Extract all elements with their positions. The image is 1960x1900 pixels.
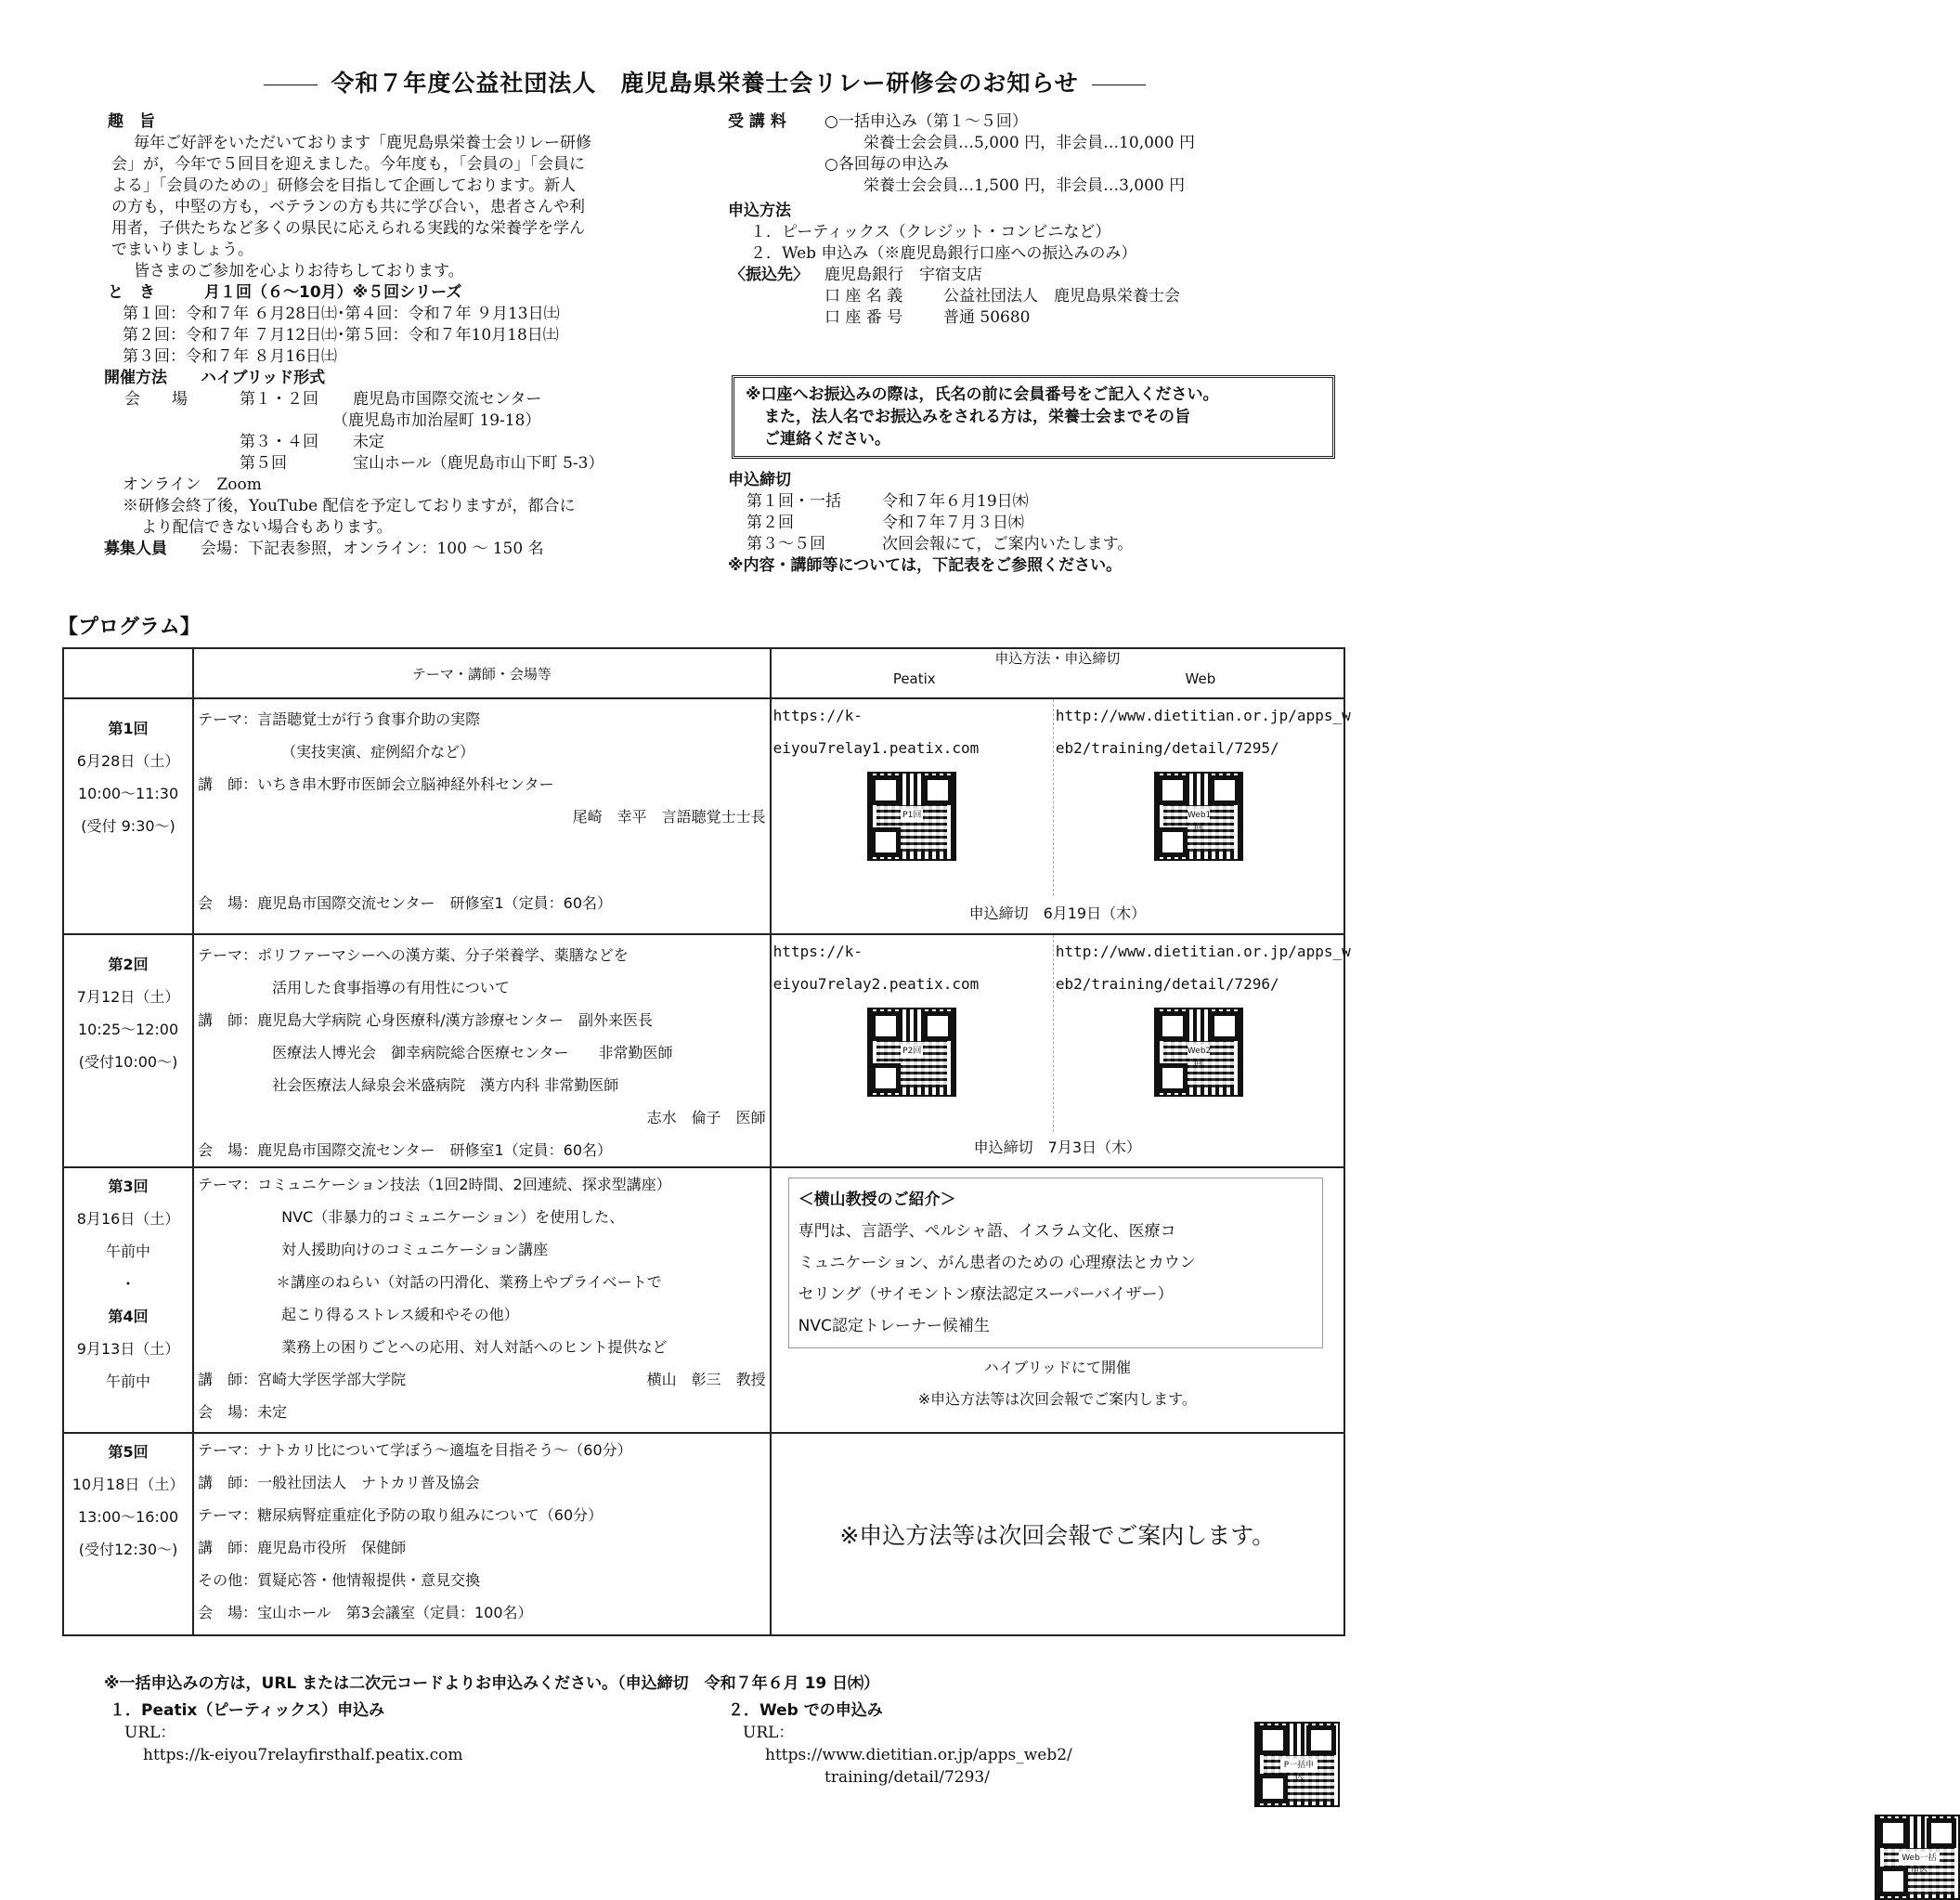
- fee-section: [728, 111, 1322, 329]
- notice-line: ご連絡ください。: [764, 430, 890, 449]
- method-heading: 開催方法: [104, 369, 167, 387]
- fee-line: 栄養士会会員…1,500 円，非会員…3,000 円: [863, 176, 1186, 195]
- notice-line: ※口座へお振込みの際は，氏名の前に会員番号をご記入ください。: [746, 385, 1219, 404]
- venue-row: 第５回 宝山ホール（鹿児島市山下町 5-3）: [240, 454, 604, 473]
- table-row: 第2回 7月12日（土） 10:25～12:00 (受付10:00～) テーマ：ポリファーマシーへの漢方薬、分子栄養学、薬膳などを 活用した食事指導の有用性について 講 師：鹿児島大学病院 心身医療科/漢方診療センター 副外来医長 医療法人博光会 御幸病院総合医療センター 非常勤医師 社会医療法人緑泉会米盛病院 漢方内科 非常勤医師 志水 倫子 医師 会 場：鹿児島市国際交流センター 研修室1（定員：60名） https://k- eiyou7relay2.peatix.com P2回 http://www.dietitian.or.jp/apps_w eb2/training/detail/7296/ Web2回 申込締切 7月3日（木）: [63, 934, 1344, 1167]
- peatix-bulk-title: １．Peatix（ピーティックス）申込み: [110, 1701, 385, 1720]
- web-bulk-url[interactable]: https://www.dietitian.or.jp/apps_web2/: [765, 1746, 1072, 1764]
- profile-title: ＜横山教授のご紹介＞: [798, 1191, 956, 1209]
- recruit-row: [104, 539, 698, 560]
- venue-row: 第３・４回 未定: [240, 433, 384, 451]
- table-row: 第3回 8月16日（土） 午前中 ・ 第4回 9月13日（土） 午前中 テーマ：コミュニケーション技法（1回2時間、2回連続、探求型講座） NVC（非暴力的コミュニケーション）を使用した、 対人援助向けのコミュニケーション講座 ＊講座のねらい（対話の円滑化、業務上やプライベートで 起こり得るストレス緩和やその他） 業務上の困りごとへの応用、対人対話へのヒント提供など 講 師：宮崎大学医学部大学院 横山 彰三 教授 会 場：未定 ＜横山教授のご紹介＞ 専門は、言語学、ペルシャ語、イスラム文化、医療コ ミュニケーション、がん患者のための 心理療法とカウン セリング（サイモントン療法認定スーパーバイザー） NVC認定トレーナー候補生 ハイブリッドにて開催 ※申込方法等は次回会報でご案内します。: [63, 1167, 1344, 1433]
- row-deadline: 申込締切 7月3日（木）: [973, 1139, 1142, 1156]
- when-date-row: 第２回：令和７年 ７月12日㈯･第５回：令和７年10月18日㈯: [123, 326, 559, 345]
- deadline-heading: 申込締切: [728, 471, 791, 489]
- recruit-value: 会場：下記表参照，オンライン：100 ～ 150 名: [201, 540, 544, 558]
- venue-label: 会 場: [124, 390, 188, 409]
- program-label: 【プログラム】: [58, 616, 201, 639]
- purpose-line: 用者，子供たちなど多くの県民に応えられる実践的な栄養学を学ん: [111, 219, 585, 238]
- venue-row: 会 場 第１・２回 鹿児島市国際交流センター: [104, 389, 698, 410]
- purpose-line: 会」が，今年で５回目を迎えました。今年度も，「会員の」「会員に: [111, 155, 585, 174]
- account-number: 普通 50680: [943, 308, 1031, 327]
- when-row: [104, 282, 698, 304]
- web-link[interactable]: eb2/training/detail/7296/: [1055, 975, 1279, 993]
- apply-heading: 申込方法: [728, 202, 791, 220]
- purpose-section: [104, 111, 698, 560]
- header-theme: テーマ・講師・会場等: [193, 648, 771, 698]
- notice-line: また，法人名でお振込みをされる方は，栄養士会までその旨: [764, 408, 1190, 426]
- when-heading: と き: [108, 283, 155, 302]
- purpose-line: でまいりましょう。: [111, 241, 253, 259]
- fee-line: 栄養士会会員…5,000 円，非会員…10,000 円: [863, 134, 1195, 152]
- when-date-row: 第１回：令和７年 ６月28日㈯･第４回：令和７年 ９月13日㈯: [123, 305, 560, 323]
- web-link[interactable]: http://www.dietitian.or.jp/apps_w: [1055, 707, 1351, 724]
- bank-name: 鹿児島銀行 宇宿支店: [824, 266, 982, 284]
- web-link[interactable]: http://www.dietitian.or.jp/apps_w: [1055, 943, 1351, 960]
- qr-code-icon[interactable]: P一括申込: [1254, 1722, 1340, 1807]
- account-name-label: 口 座 名 義: [824, 287, 903, 306]
- header-apply: 申込方法・申込締切: [994, 650, 1121, 667]
- web-link[interactable]: eb2/training/detail/7295/: [1055, 739, 1279, 757]
- peatix-link[interactable]: https://k-: [772, 707, 863, 724]
- fee-heading: 受 講 料: [728, 112, 786, 131]
- purpose-line: 皆さまのご参加を心よりお待ちしております。: [134, 262, 464, 280]
- table-row: 第1回 6月28日（土） 10:00～11:30 (受付 9:30～) テーマ：言語聴覚士が行う食事介助の実際 （実技実演、症例紹介など） 講 師：いちき串木野市医師会立脳神経外科センター 尾崎 幸平 言語聴覚士士長 会 場：鹿児島市国際交流センター 研修室1（定員：60名） https://k- eiyou7relay1.peatix.com P1回 http://www.dietitian.or.jp/apps_w eb2/training/detail/7295/ Web1回 申込締切 6月19日（木）: [63, 698, 1344, 934]
- table-row: 第5回 10月18日（土） 13:00～16:00 (受付12:30～) テーマ：ナトカリ比について学ぼう～適塩を目指そう～（60分） 講 師：一般社団法人 ナトカリ普及協会 テーマ：糖尿病腎症重症化予防の取り組みについて（60分） 講 師：鹿児島市役所 保健師 その他：質疑応答・他情報提供・意見交換 会 場：宝山ホール 第3会議室（定員：100名） ※申込方法等は次回会報でご案内します。: [63, 1433, 1344, 1635]
- qr-code-icon[interactable]: Web2回: [1154, 1008, 1243, 1097]
- qr-code-icon[interactable]: P2回: [867, 1008, 956, 1097]
- web-bulk-title: ２．Web での申込み: [728, 1701, 883, 1720]
- next-issue-note: ※申込方法等は次回会報でご案内します。: [917, 1390, 1197, 1408]
- recruit-heading: 募集人員: [104, 540, 167, 558]
- youtube-note: より配信できない場合もあります。: [141, 518, 393, 537]
- web-bulk-url[interactable]: training/detail/7293/: [824, 1768, 990, 1787]
- purpose-line: 毎年ご好評をいただいております「鹿児島県栄養士会リレー研修: [134, 134, 591, 152]
- header-web: Web: [1185, 670, 1216, 687]
- method-row: [104, 368, 698, 389]
- apply-option-peatix: １．ピーティックス（クレジット・コンビニなど）: [750, 223, 1111, 241]
- peatix-link[interactable]: https://k-: [772, 943, 863, 960]
- when-value: 月１回（６～10月）※５回シリーズ: [204, 283, 462, 302]
- table-header-row: [63, 648, 1344, 698]
- profile-box: ＜横山教授のご紹介＞ 専門は、言語学、ペルシャ語、イスラム文化、医療コ ミュニケーション、がん患者のための 心理療法とカウン セリング（サイモントン療法認定スーパーバイザー） NVC認定トレーナー候補生: [788, 1178, 1323, 1348]
- transfer-notice-box: [732, 375, 1335, 459]
- when-date-row: 第３回：令和７年 ８月16日㈯: [123, 347, 338, 366]
- youtube-note: ※研修会終了後，YouTube 配信を予定しておりますが，都合に: [123, 497, 576, 515]
- web-bulk-section: ２．Web での申込み URL： https://www.dietitian.or.jp/apps_web2/ training/detail/7293/: [728, 1701, 1072, 1787]
- fee-line: ○各回毎の申込み: [824, 155, 949, 174]
- venue-row: （鹿児島市加治屋町 19-18）: [332, 411, 541, 430]
- next-issue-note-large: ※申込方法等は次回会報でご案内します。: [839, 1522, 1276, 1549]
- qr-code-icon[interactable]: Web1回: [1154, 772, 1243, 861]
- bulk-apply-note: ※一括申込みの方は，URL または二次元コードよりお申込みください。（申込締切 令和７年６月 19 日㈭）: [104, 1674, 880, 1693]
- online-row: オンライン Zoom: [123, 475, 262, 494]
- program-table: [62, 647, 1351, 1636]
- qr-code-icon[interactable]: Web一括申込: [1875, 1815, 1960, 1900]
- purpose-heading: 趣 旨: [108, 112, 155, 131]
- fee-line: ○一括申込み（第１～５回）: [824, 112, 1028, 131]
- peatix-bulk-section: １．Peatix（ピーティックス）申込み URL： https://k-eiyou7relayfirsthalf.peatix.com: [110, 1701, 463, 1764]
- purpose-line: の方も，中堅の方も，ベテランの方も共に学び合い，患者さんや利: [111, 198, 585, 216]
- account-number-label: 口 座 番 号: [824, 308, 903, 327]
- deadline-note: ※内容・講師等については，下記表をご参照ください。: [728, 556, 1123, 575]
- purpose-line: よる」「会員のための」研修会を目指して企画しております。新人: [111, 176, 577, 195]
- header-peatix: Peatix: [892, 670, 936, 687]
- hybrid-note: ハイブリッドにて開催: [983, 1359, 1131, 1376]
- deadline-section: 申込締切 第１回・一括 令和７年６月19日㈭ 第２回 令和７年７月３日㈭ 第３～５回 次回会報にて，ご案内いたします。 ※内容・講師等については，下記表をご参照ください。: [728, 470, 1322, 577]
- apply-option-web: ２．Web 申込み（※鹿児島銀行口座への振込みのみ）: [750, 244, 1137, 263]
- qr-code-icon[interactable]: P1回: [867, 772, 956, 861]
- row-deadline: 申込締切 6月19日（木）: [968, 904, 1147, 922]
- method-value: ハイブリッド形式: [201, 369, 326, 387]
- account-name: 公益社団法人 鹿児島県栄養士会: [943, 287, 1180, 306]
- peatix-bulk-url[interactable]: https://k-eiyou7relayfirsthalf.peatix.com: [143, 1746, 463, 1764]
- peatix-link[interactable]: eiyou7relay2.peatix.com: [772, 975, 980, 993]
- peatix-link[interactable]: eiyou7relay1.peatix.com: [772, 739, 980, 757]
- page-title: 令和７年度公益社団法人 鹿児島県栄養士会リレー研修会のお知らせ: [0, 65, 1409, 98]
- bank-label: 〈振込先〉: [730, 266, 809, 284]
